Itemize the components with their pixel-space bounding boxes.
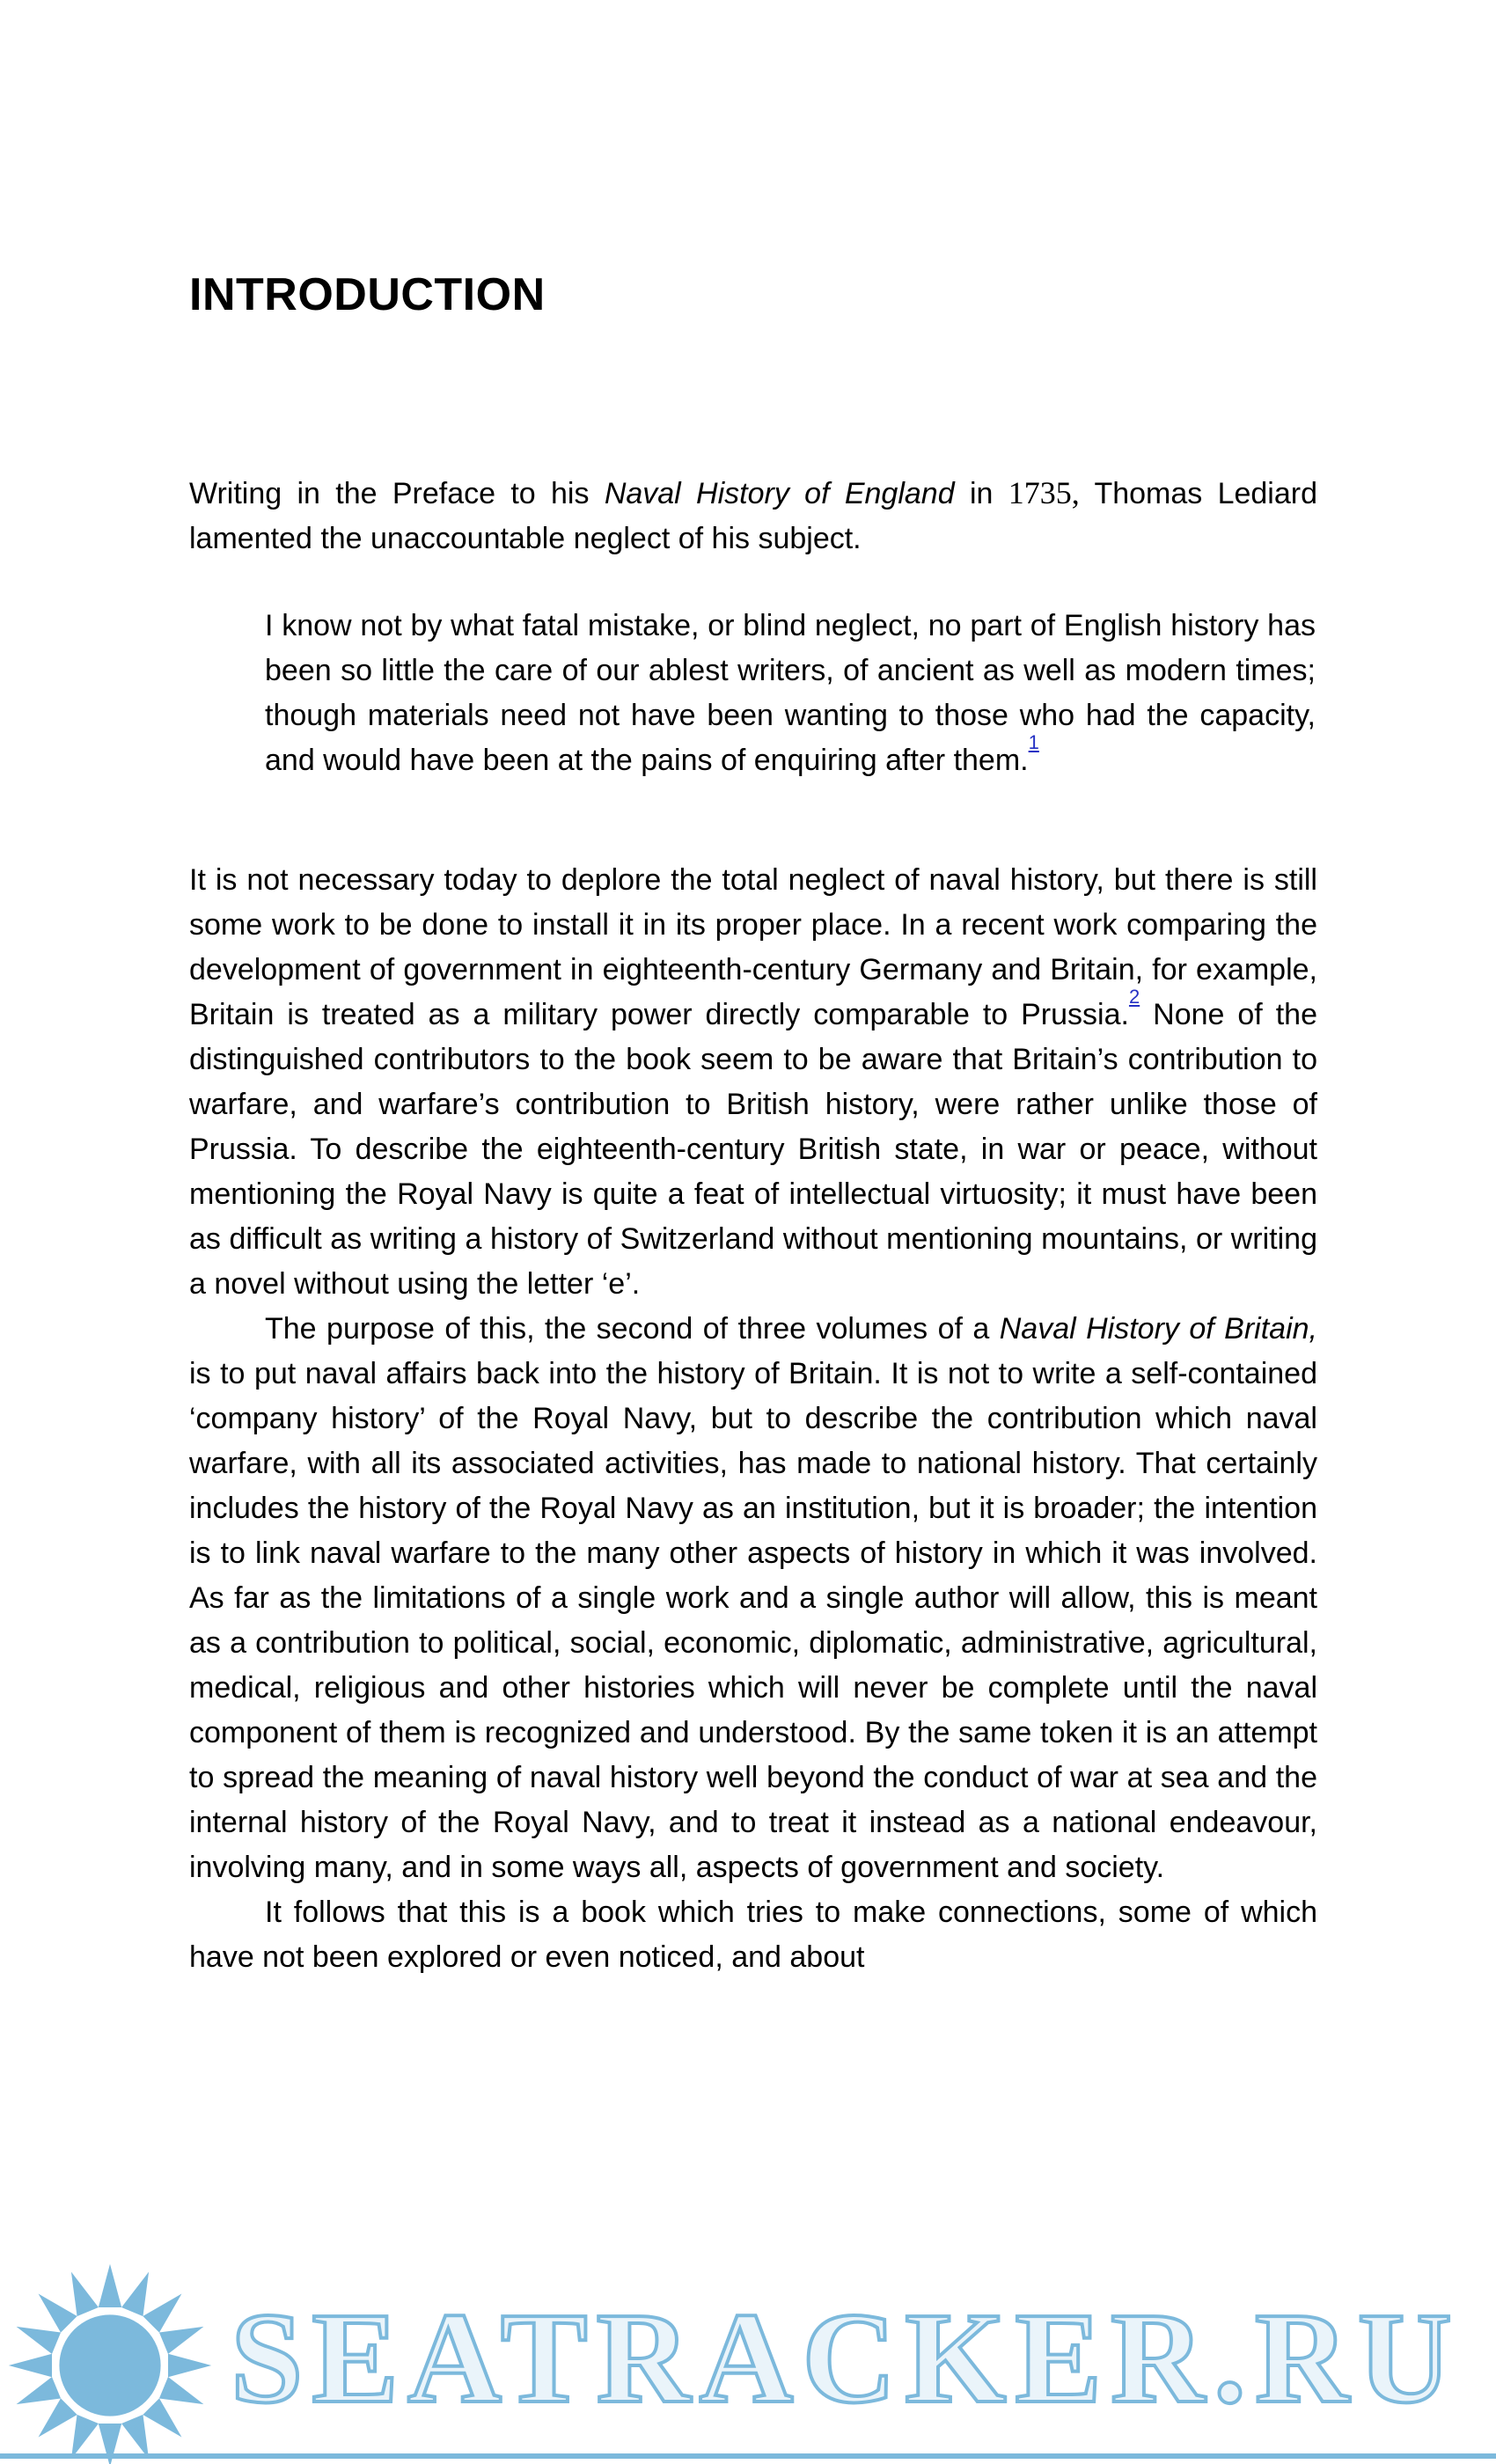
bottom-border (0, 2453, 1496, 2459)
p3-text-1: The purpose of this, the second of three volumes of a (265, 1312, 1000, 1346)
page-content (189, 268, 1317, 1980)
book-title-italic: Naval History of England (604, 477, 955, 510)
paragraph-2 (189, 858, 1317, 1307)
p1-text-3: Thomas Lediard lamented the unaccountable neglect of his subject. (189, 477, 1317, 555)
p1-text-1: Writing in the Preface to his (189, 477, 605, 510)
sun-icon (4, 2260, 216, 2464)
block-quote (265, 604, 1316, 783)
p1-year: 1735, (1008, 475, 1080, 510)
footnote-ref-1[interactable]: 1 (1028, 730, 1039, 753)
footnote-ref-2[interactable]: 2 (1128, 985, 1140, 1008)
p2-text-1: It is not necessary today to deplore the total neglect of naval history, but there is still some work to be done to install it in its proper place. In a recent work comparing the development of government in eighteenth-century Germany and Britain, for example, Britain is treated as a military power directly comparable to Prussia. (189, 863, 1317, 1031)
chapter-title: INTRODUCTION (189, 269, 546, 320)
p3-text-2: is to put naval affairs back into the history of Britain. It is not to write a self-contained ‘company history’ of the Royal Navy, but to describe the contribution which naval warfare, with all its associated activities, has made to national history. That certainly includes the history of the Royal Navy as an institution, but it is broader; the intention is to link naval warfare to the many other aspects of history in which it was involved. As far as the limitations of a single work and a single author will allow, this is meant as a contribution to political, social, economic, diplomatic, administrative, agricultural, medical, religious and other histories which will never be complete until the naval component of them is recognized and understood. By the same token it is an attempt to spread the meaning of naval history well beyond the conduct of war at sea and the internal history of the Royal Navy, and to treat it instead as a national endeavour, involving many, and in some ways all, aspects of government and society. (189, 1357, 1317, 1884)
p2-text-2: None of the distinguished contributors to the book seem to be aware that Britain’s contribution to warfare, and warfare’s contribution to British history, were rather unlike those of Prussia. To describe the eighteenth-century British state, in war or peace, without mentioning the Royal Navy is quite a feat of intellectual virtuosity; it must have been as difficult as writing a history of Switzerland without mentioning mountains, or writing a novel without using the letter ‘e’. (189, 998, 1317, 1301)
paragraph-3 (189, 1307, 1317, 1890)
book-title-italic-2: Naval History of Britain, (999, 1312, 1317, 1346)
watermark-text: SEATRACKER.RU (231, 2286, 1461, 2431)
paragraph-opening (189, 471, 1317, 561)
quote-text: I know not by what fatal mistake, or blind neglect, no part of English history has been so little the care of our ablest writers, of ancient as well as modern times; though materials need not have been wanting to those who had the capacity, and would have been at the pains of enquiring after them. (265, 609, 1316, 777)
paragraph-4 (189, 1890, 1317, 1980)
p4-text: It follows that this is a book which tries to make connections, some of which have not been explored or even noticed, and about (189, 1896, 1317, 1974)
p1-text-2: in (954, 477, 1008, 510)
